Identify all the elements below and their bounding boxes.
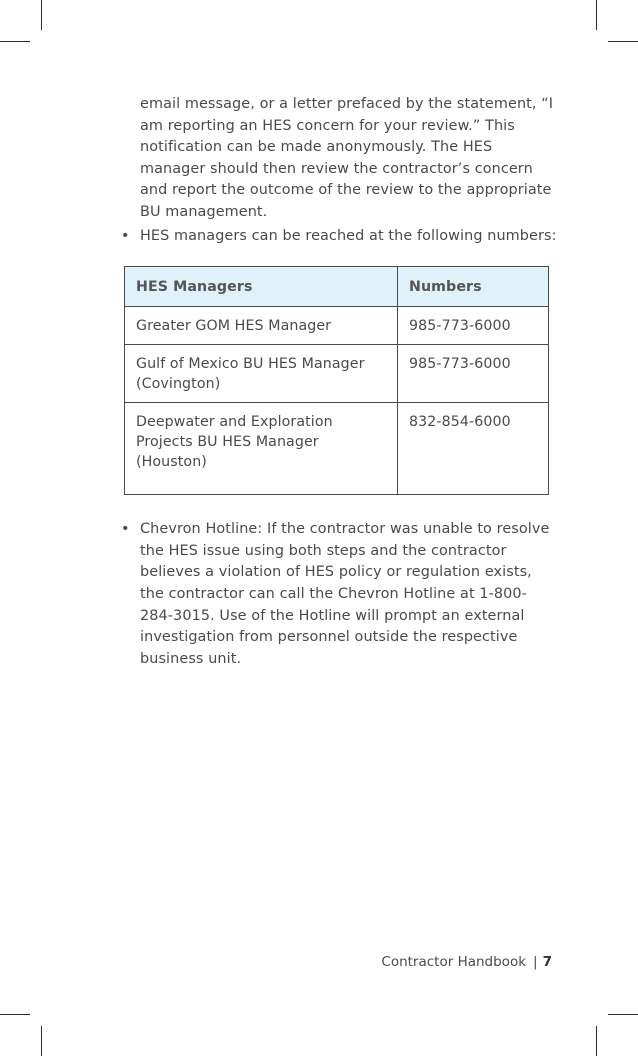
crop-mark [0, 41, 30, 42]
bullet-item [118, 519, 558, 670]
manager-cell: Greater GOM HES Manager [125, 307, 398, 345]
hes-managers-table [124, 266, 549, 495]
crop-mark [596, 1026, 597, 1056]
crop-mark [608, 41, 638, 42]
page-number: 7 [542, 954, 552, 970]
crop-mark [596, 0, 597, 30]
number-cell: 985-773-6000 [398, 345, 549, 403]
column-header-numbers: Numbers [398, 267, 549, 307]
footer-separator: | [533, 954, 538, 970]
number-cell: 985-773-6000 [398, 307, 549, 345]
table-header-row [125, 267, 549, 307]
crop-mark [608, 1014, 638, 1015]
crop-mark [41, 0, 42, 30]
manager-cell: Gulf of Mexico BU HES Manager (Covington) [125, 345, 398, 403]
bullet-text: Chevron Hotline: If the contractor was unable to resolve the HES issue using both steps and the contractor believes a violation of HES policy or regulation exists, the contractor can call the Chevron Hotline at 1-800-284-3015. Use of the Hotline will prompt an external investigation from personnel outside the respective business unit. [140, 521, 550, 667]
bullet-dot: • [121, 521, 130, 538]
footer-title: Contractor Handbook [381, 954, 527, 970]
table-row [125, 307, 549, 345]
page-content [118, 94, 558, 670]
bullet-dot: • [121, 227, 130, 244]
bullet-item [118, 226, 558, 248]
number-cell: 832-854-6000 [398, 403, 549, 495]
page-footer [300, 954, 552, 970]
crop-mark [0, 1014, 30, 1015]
bullet-text: HES managers can be reached at the following numbers: [140, 227, 557, 244]
column-header-managers: HES Managers [125, 267, 398, 307]
table-row [125, 345, 549, 403]
manager-cell: Deepwater and Exploration Projects BU HES Manager (Houston) [125, 403, 398, 495]
continued-paragraph: email message, or a letter prefaced by the statement, “I am reporting an HES concern for your review.” This notification can be made anonymously. The HES manager should then review the contractor’s concern and report the outcome of the review to the appropriate BU management. [140, 96, 554, 220]
table-row [125, 403, 549, 495]
crop-mark [41, 1026, 42, 1056]
